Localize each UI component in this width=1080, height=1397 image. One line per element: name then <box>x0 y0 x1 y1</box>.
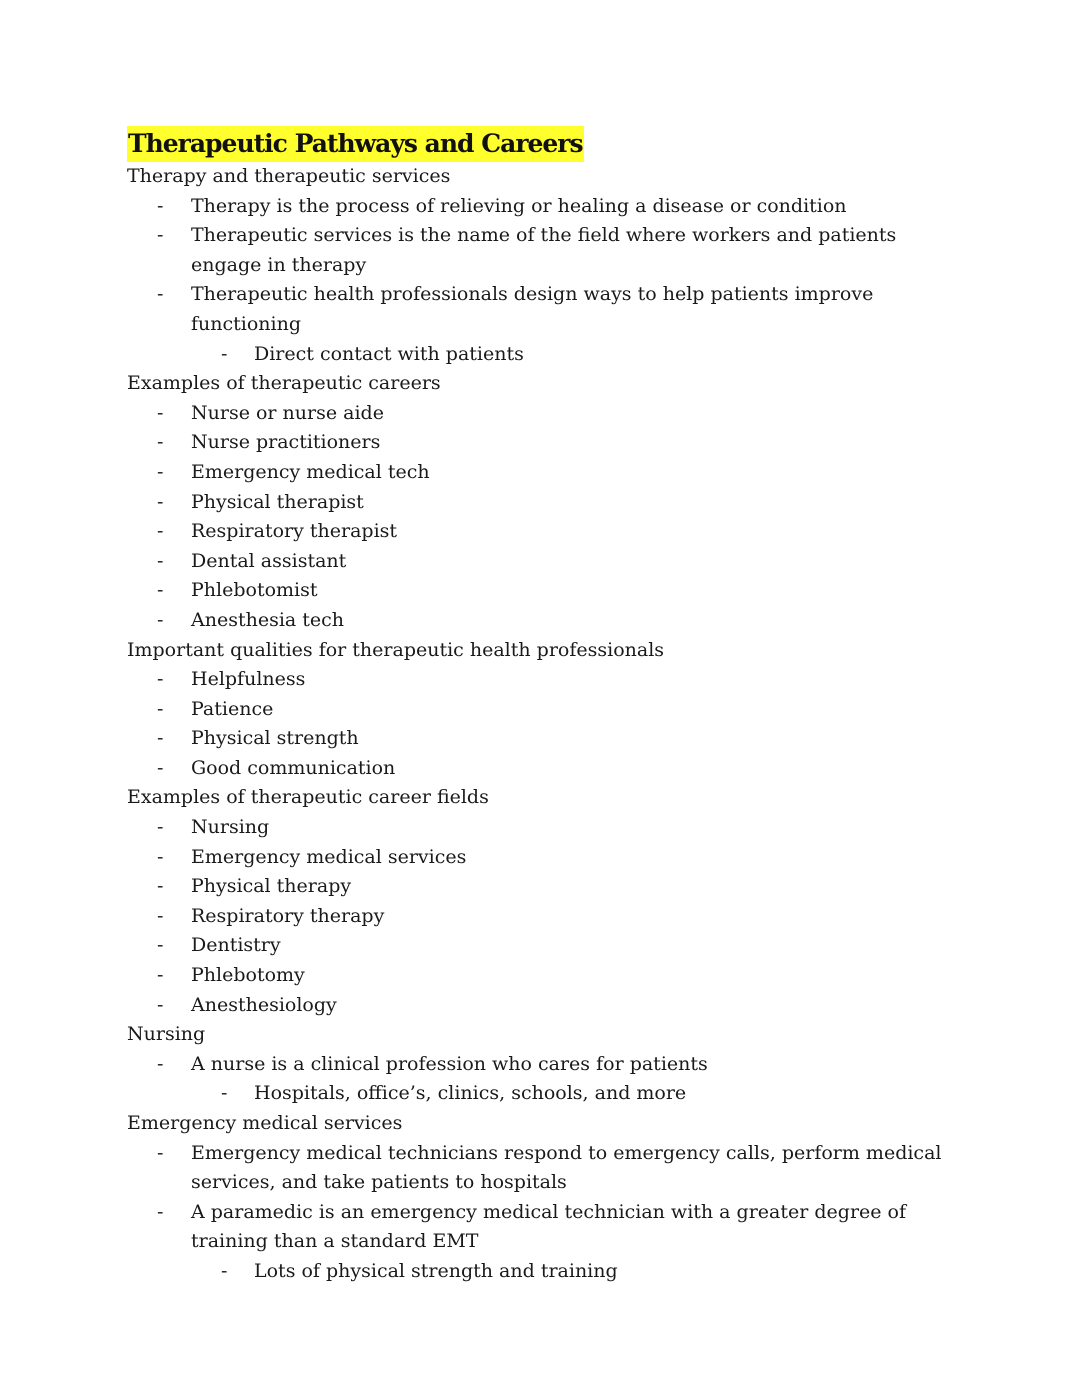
list-item <box>127 902 967 932</box>
list-item <box>127 754 967 784</box>
list-item <box>127 399 967 429</box>
list-item-text: Physical therapist <box>191 490 364 513</box>
list-item-text: Dentistry <box>191 934 281 957</box>
dash-bullet: - <box>157 549 164 572</box>
list-item <box>127 1139 967 1198</box>
bullet-list <box>127 1050 967 1109</box>
list-item <box>127 547 967 577</box>
section-heading: Examples of therapeutic career fields <box>127 786 489 809</box>
section <box>127 369 967 635</box>
list-item <box>127 961 967 991</box>
list-item <box>127 458 967 488</box>
list-item-text: Phlebotomist <box>191 579 318 602</box>
dash-bullet: - <box>157 993 164 1016</box>
list-item-text: Nurse practitioners <box>191 431 381 454</box>
dash-bullet: - <box>157 964 164 987</box>
list-item-text: Dental assistant <box>191 549 347 572</box>
sub-list-item <box>127 340 967 370</box>
list-item-text: Therapeutic health professionals design ways to help patients improve functioning <box>191 283 874 335</box>
dash-bullet: - <box>157 816 164 839</box>
document-body <box>127 162 967 1287</box>
list-item <box>127 724 967 754</box>
list-item <box>127 1050 967 1080</box>
dash-bullet: - <box>221 342 228 365</box>
list-item-text: Therapy is the process of relieving or healing a disease or condition <box>191 194 847 217</box>
section-heading: Therapy and therapeutic services <box>127 165 451 187</box>
section-heading: Emergency medical services <box>127 1112 403 1134</box>
document-title: Therapeutic Pathways and Careers <box>127 126 584 162</box>
dash-bullet: - <box>221 1082 228 1105</box>
dash-bullet: - <box>157 608 164 631</box>
list-item <box>127 576 967 606</box>
section <box>127 783 967 1020</box>
dash-bullet: - <box>157 401 164 424</box>
list-item-text: A paramedic is an emergency medical technician with a greater degree of training than a standard EMT <box>191 1200 907 1253</box>
section <box>127 1109 967 1287</box>
list-item <box>127 192 967 222</box>
bullet-list <box>127 1139 967 1287</box>
list-item-text: Anesthesia tech <box>191 608 345 631</box>
list-item-text: Hospitals, office’s, clinics, schools, and more <box>254 1082 687 1105</box>
list-item <box>127 665 967 695</box>
list-item-text: Nursing <box>191 816 270 839</box>
dash-bullet: - <box>157 431 164 454</box>
section <box>127 162 967 369</box>
list-item-text: Direct contact with patients <box>254 342 524 365</box>
list-item-text: Emergency medical technicians respond to emergency calls, perform medical services, and take patients to hospitals <box>191 1141 942 1194</box>
dash-bullet: - <box>221 1259 228 1282</box>
bullet-list <box>127 665 967 783</box>
dash-bullet: - <box>157 224 164 247</box>
dash-bullet: - <box>157 283 164 306</box>
bullet-list <box>127 192 967 370</box>
bullet-list <box>127 399 967 636</box>
list-item-text: Lots of physical strength and training <box>254 1259 618 1282</box>
list-item <box>127 1198 967 1257</box>
sub-list-item <box>127 1079 967 1109</box>
dash-bullet: - <box>157 520 164 543</box>
list-item-text: Respiratory therapy <box>191 904 385 927</box>
list-item <box>127 221 967 280</box>
list-item <box>127 991 967 1021</box>
list-item <box>127 695 967 725</box>
dash-bullet: - <box>157 727 164 750</box>
dash-bullet: - <box>157 668 164 691</box>
list-item <box>127 280 967 339</box>
list-item-text: Helpfulness <box>191 668 306 691</box>
list-item <box>127 517 967 547</box>
dash-bullet: - <box>157 697 164 720</box>
list-item <box>127 606 967 636</box>
section-heading: Examples of therapeutic careers <box>127 372 441 395</box>
list-item-text: Respiratory therapist <box>191 520 398 543</box>
list-item-text: Physical strength <box>191 727 359 750</box>
list-item-text: Phlebotomy <box>191 964 305 987</box>
list-item-text: Anesthesiology <box>191 993 337 1016</box>
list-item-text: Good communication <box>191 756 396 779</box>
sub-list-item <box>127 1257 967 1287</box>
dash-bullet: - <box>157 1200 164 1223</box>
dash-bullet: - <box>157 579 164 602</box>
list-item <box>127 488 967 518</box>
list-item <box>127 428 967 458</box>
dash-bullet: - <box>157 460 164 483</box>
list-item-text: Emergency medical services <box>191 845 467 868</box>
section <box>127 1020 967 1109</box>
list-item <box>127 872 967 902</box>
list-item-text: A nurse is a clinical profession who cares for patients <box>191 1052 708 1075</box>
list-item <box>127 843 967 873</box>
dash-bullet: - <box>157 1052 164 1075</box>
list-item-text: Nurse or nurse aide <box>191 401 384 424</box>
list-item <box>127 931 967 961</box>
dash-bullet: - <box>157 904 164 927</box>
dash-bullet: - <box>157 934 164 957</box>
list-item <box>127 813 967 843</box>
list-item-text: Patience <box>191 697 274 720</box>
document-page <box>127 126 967 1287</box>
dash-bullet: - <box>157 1141 164 1164</box>
list-item-text: Physical therapy <box>191 875 352 898</box>
section <box>127 636 967 784</box>
dash-bullet: - <box>157 490 164 513</box>
section-heading: Important qualities for therapeutic health professionals <box>127 638 665 661</box>
bullet-list <box>127 813 967 1020</box>
section-heading: Nursing <box>127 1023 206 1046</box>
dash-bullet: - <box>157 845 164 868</box>
dash-bullet: - <box>157 194 164 217</box>
dash-bullet: - <box>157 756 164 779</box>
list-item-text: Therapeutic services is the name of the field where workers and patients engage in therapy <box>191 224 897 276</box>
dash-bullet: - <box>157 875 164 898</box>
list-item-text: Emergency medical tech <box>191 460 430 483</box>
